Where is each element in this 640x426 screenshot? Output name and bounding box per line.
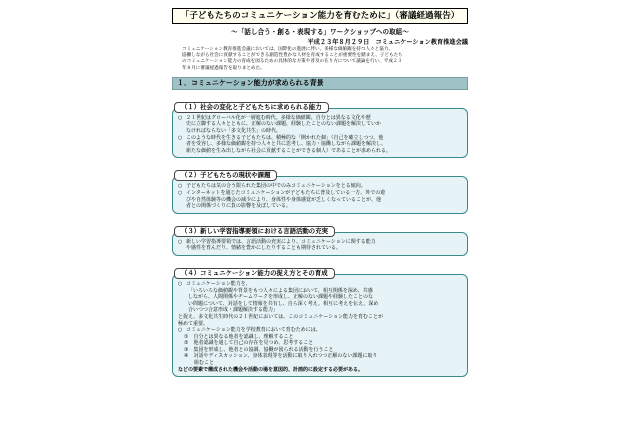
bullet-item: ○ 新しい学習指導要領では、言語活動の充実により、コミュニケーションに関する能力 (178, 238, 376, 245)
subsection-1-title: （１）社会の変化と子どもたちに求められる能力 (174, 102, 329, 113)
bullet-line: 者との関係づくりに負の影響を及ぼしている。 (186, 203, 292, 210)
intro-line: コミュニケーション教育推進会議においては、国際化の進展に伴い、多様な価値観を持つ人々と協力、 (182, 47, 394, 52)
section-1-label: １．コミュニケーション能力が求められる背景 (177, 78, 324, 87)
report-title-text: 「子どもたちのコミュニケーション能力を育むために」（審議経過報告） (180, 11, 460, 21)
subsection-4-title: （４）コミュニケーション能力の捉え方とその育成 (174, 268, 335, 279)
subsection-2-box (172, 176, 468, 213)
bullet-line: びや自然体験等の機会の減少により、身体性や身体感覚が乏しくなっていることが、他 (186, 196, 382, 203)
bullet-marker: ○ (178, 189, 183, 196)
paragraph-line: 極めて重要。 (178, 320, 209, 327)
definition-quote-line: しながら、人間関係やチームワークを形成し、正解のない課題や経験したことのな (188, 294, 374, 301)
subsection-4-box (172, 274, 468, 377)
numbered-item: 組むこと (184, 360, 215, 367)
bullet-marker: ○ (178, 134, 183, 141)
numbered-item: ④ 対話やディスカッション、身体表現等を活動に取り入れつつ正解のない課題に取り (184, 353, 378, 360)
bullet-marker: ○ (178, 280, 183, 287)
bullet-line: 者を受容し、多様な価値観を持つ人々と共に思考し、協力・協働しながら課題を解決し、 (186, 141, 387, 148)
subsection-3 (172, 218, 468, 256)
numbered-item: ③ 集団を形成し、他者との協調、協働が図られる活動を行うこと (184, 346, 334, 353)
definition-quote-line: 合いつつ合意形成・課題解決する能力」 (188, 307, 279, 314)
subsection-2-title: （２）子どもたちの現状や課題 (174, 170, 277, 181)
bullet-item: ○ コミュニケーション能力を学校教育において育むためには、 (178, 327, 321, 334)
bullet-item: ○ このような時代を生きる子どもたちは、積極的な「開かれた個」（自己を確立しつつ、他 (178, 134, 384, 141)
intro-line: 年８月に審議経過報告を取りまとめた。 (182, 65, 265, 71)
closing-line: などの要素で構成された機会や活動の場を意図的、計画的に設定する必要がある。 (178, 366, 364, 373)
bullet-line: なければならない「多文化共生」の時代。 (186, 128, 282, 134)
intro-line: 協働しながら社会に貢献することができる創造性豊かな人材を育成することが重要性を踏まえ、子どもたち (182, 53, 403, 59)
bullet-marker: ○ (178, 327, 183, 334)
intro-paragraph (172, 47, 468, 72)
report-document (172, 8, 468, 377)
bullet-item: ○ 子どもたちは気の合う限られた集団の中でのみコミュニケーションをとる傾向。 (178, 183, 366, 190)
bullet-item: ○ インターネットを通じたコミュニケーションが子どもたちに普及している一方、外での遊 (178, 189, 386, 196)
date-organization: 平成２３年８月２９日 コミュニケーション教育推進会議 (307, 39, 468, 46)
report-title (172, 8, 468, 24)
bullet-item: ○ コミュニケーション能力を、 (178, 280, 251, 287)
bullet-marker: ○ (178, 114, 183, 121)
bullet-marker: ○ (178, 183, 183, 190)
paragraph-line: と捉え、多文化共生時代の２１世紀においては、このコミュニケーション能力を育むことが (178, 313, 384, 320)
definition-quote-line: い問題について、対話をして情報を共有し、自ら深く考え、相互に考えを伝え、深め (188, 300, 379, 307)
intro-line: のコミュニケーション能力の育成を図るための具体的な方策や普及の在り方について議論を行い、平成２３ (182, 59, 403, 65)
numbered-item: ② 他者認識を通して自己の存在を見つめ、思考すること (184, 340, 314, 347)
bullet-line: 史に立脚する人々とともに、正解のない課題、経験したことのない課題を解決していか (186, 121, 382, 128)
report-subtitle: ～「話し合う・創る・表現する」ワークショップへの取組～ (231, 28, 409, 36)
subsection-3-title: （３）新しい学習指導要領における言語活動の充実 (174, 226, 335, 237)
bullet-item: ○ ２１世紀はグローバル化が一層進む時代。多様な価値観、自分とは異なる文化や歴 (178, 114, 371, 121)
subsection-1-box (172, 108, 468, 159)
definition-quote-line: 「いろいろな価値観や背景をもつ人々による集団において、相互関係を深め、共感 (188, 287, 373, 294)
subsection-2 (172, 162, 468, 213)
section-1-header (172, 77, 468, 90)
subsection-4 (172, 260, 468, 377)
bullet-line: 新たな価値を生み出しながら社会に貢献することができる個人）であることが求められる。 (186, 147, 392, 154)
subsection-1 (172, 94, 468, 159)
bullet-line: や感性を育んだり、情緒を豊かにしたりすることも期待されている。 (186, 245, 342, 252)
numbered-item: ① 自分とは異なる他者を認識し、理解すること (184, 333, 294, 340)
bullet-marker: ○ (178, 238, 183, 245)
